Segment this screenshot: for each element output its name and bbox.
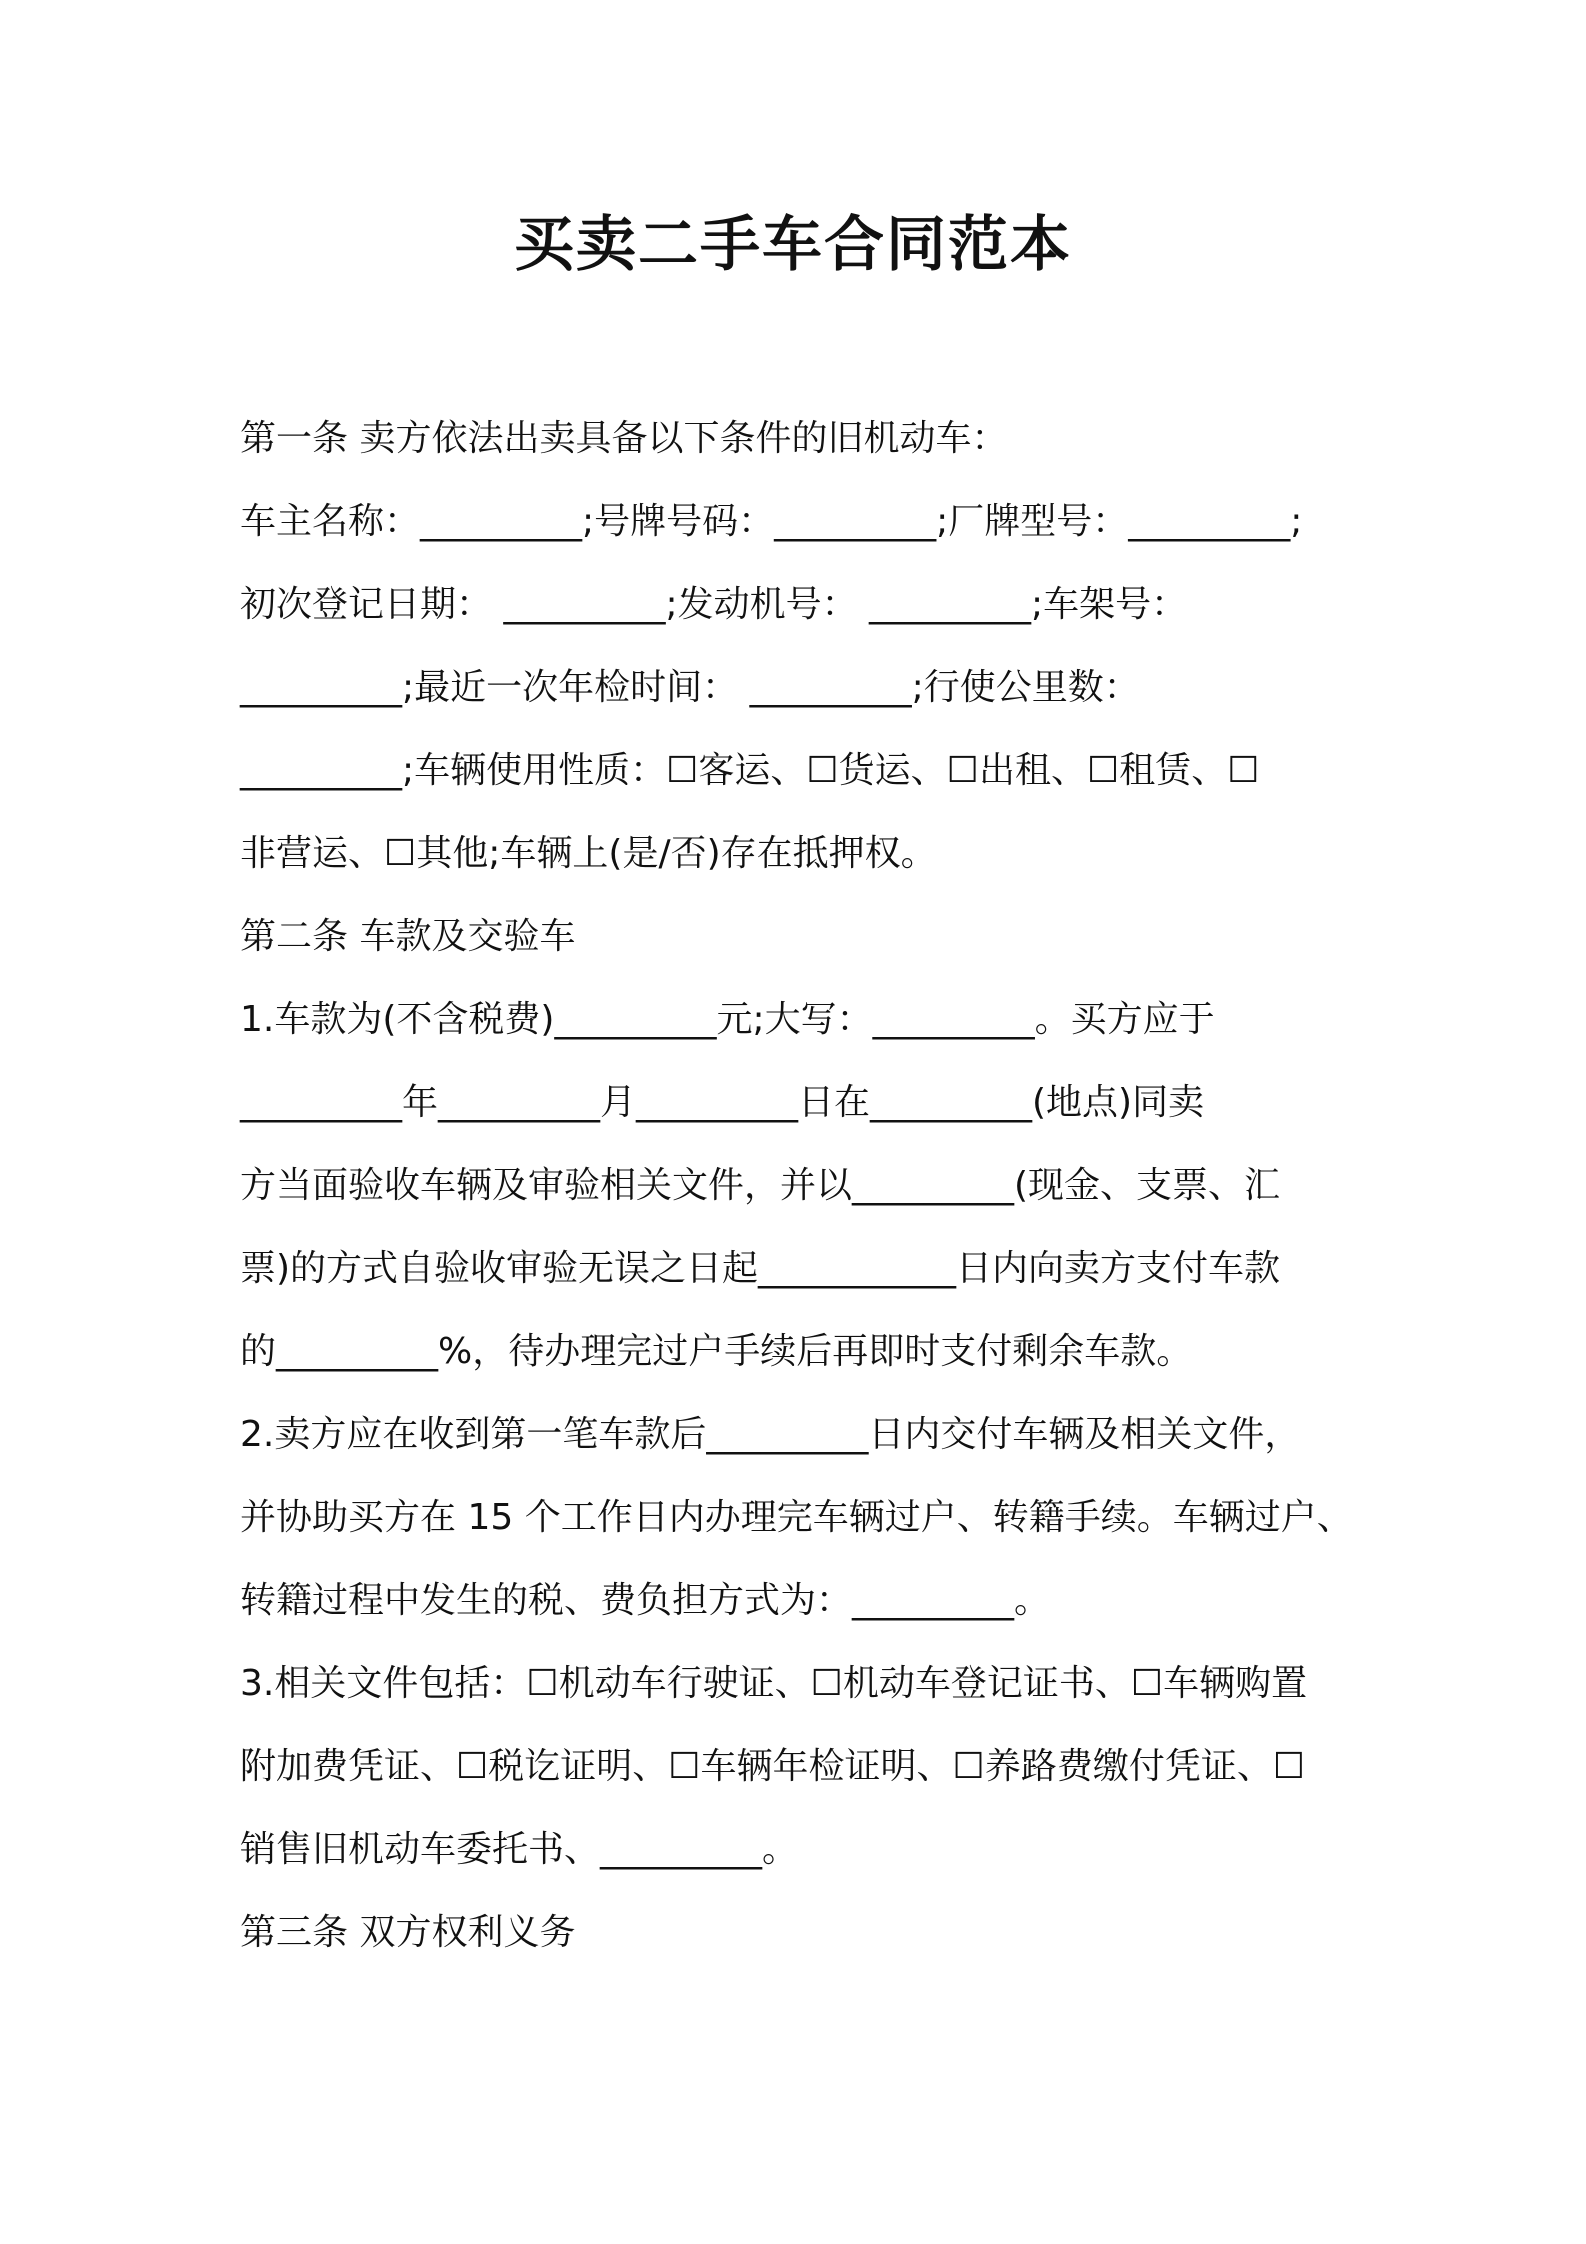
paragraph-line: 并协助买方在 15 个工作日内办理完车辆过户、转籍手续。车辆过户、 bbox=[240, 1497, 1353, 1538]
paragraph-line: 初次登记日期： _________;发动机号： _________;车架号： bbox=[240, 584, 1188, 625]
paragraph-line: 非营运、☐其他;车辆上(是/否)存在抵押权。 bbox=[240, 833, 937, 874]
paragraph-line: 车主名称：_________;号牌号码：_________;厂牌型号：_________; bbox=[240, 501, 1303, 542]
paragraph-line: 附加费凭证、☐税讫证明、☐车辆年检证明、☐养路费缴付凭证、☐ bbox=[240, 1746, 1306, 1787]
paragraph-line: _________;最近一次年检时间： _________;行使公里数： bbox=[240, 667, 1140, 708]
paragraph-line: 的_________%，待办理完过户手续后再即时支付剩余车款。 bbox=[240, 1331, 1193, 1372]
paragraph-line: 1.车款为(不含税费)_________元;大写：_________。买方应于 bbox=[240, 999, 1215, 1040]
paragraph-line: 2.卖方应在收到第一笔车款后_________日内交付车辆及相关文件， bbox=[240, 1414, 1301, 1455]
document-title: 买卖二手车合同范本 bbox=[514, 210, 1072, 280]
article-3-heading: 第三条 双方权利义务 bbox=[240, 1912, 576, 1953]
paragraph-line: _________;车辆使用性质：☐客运、☐货运、☐出租、☐租赁、☐ bbox=[240, 750, 1260, 791]
article-1-heading: 第一条 卖方依法出卖具备以下条件的旧机动车： bbox=[240, 418, 1008, 459]
paragraph-line: 转籍过程中发生的税、费负担方式为：_________。 bbox=[240, 1580, 1051, 1621]
paragraph-line: 票)的方式自验收审验无误之日起___________日内向卖方支付车款 bbox=[240, 1248, 1281, 1289]
contract-body bbox=[240, 397, 1360, 1974]
paragraph-line: 3.相关文件包括：☐机动车行驶证、☐机动车登记证书、☐车辆购置 bbox=[240, 1663, 1308, 1704]
paragraph-line: _________年_________月_________日在_________(地点)同卖 bbox=[240, 1082, 1205, 1123]
article-2-heading: 第二条 车款及交验车 bbox=[240, 916, 576, 957]
paragraph-line: 销售旧机动车委托书、_________。 bbox=[240, 1829, 799, 1870]
paragraph-line: 方当面验收车辆及审验相关文件，并以_________(现金、支票、汇 bbox=[240, 1165, 1281, 1206]
